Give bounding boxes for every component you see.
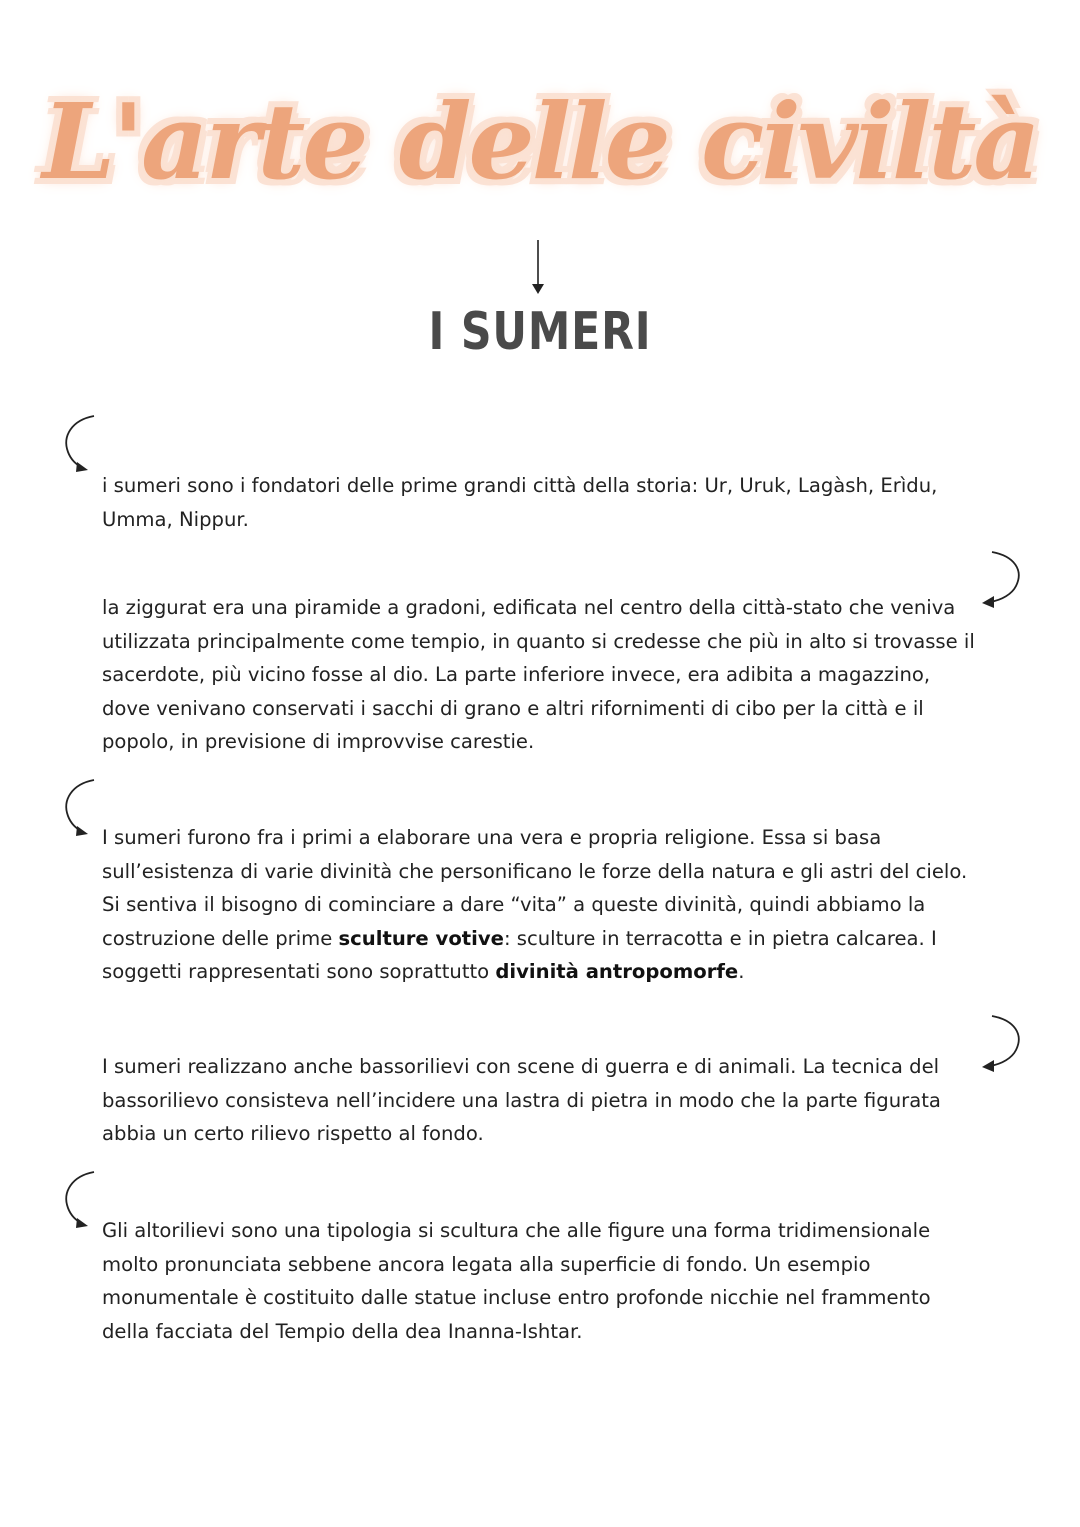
paragraph-religion (102, 821, 982, 989)
paragraph-religion-text-1: I sumeri furono fra i primi a elaborare una vera e propria religione. Essa si basa sull’esistenza di varie divinità che personificano le forze della natura e gli astri del cielo. Si sentiva il bisogno di cominciare a dare “vita” a queste divinità, quindi abbiamo la costruzione delle prime (102, 826, 968, 950)
arrow-down-icon (528, 238, 548, 296)
paragraph-religion-text-2: : sculture in terracotta e in pietra calcarea. I soggetti rappresentati sono soprattutto (102, 926, 937, 983)
paragraph-altorilievi: Gli altorilievi sono una tipologia si scultura che alle figure una forma tridimensionale molto pronunciata sebbene ancora legata alla superficie di fondo. Un esempio monumentale è costituito dalle statue incluse entro profonde nicchie nel frammento della facciata del Tempio della dea Inanna-Ishtar. (102, 1219, 931, 1343)
paragraph-ziggurat: la ziggurat era una piramide a gradoni, edificata nel centro della città-stato che veniva utilizzata principalmente come tempio, in quanto si credesse che più in alto si trovasse il sacerdote, più vicino fosse al dio. La parte inferiore invece, era adibita a magazzino, dove venivano conservati i sacchi di grano e altri rifornimenti di cibo per la città e il popolo, in previsione di improvvise carestie. (102, 596, 975, 753)
curved-arrow-icon (60, 412, 108, 472)
curved-arrow-icon (60, 776, 108, 836)
paragraph-bassorilievi: I sumeri realizzano anche bassorilievi con scene di guerra e di animali. La tecnica del bassorilievo consisteva nell’incidere una lastra di pietra in modo che la parte figurata abbia un certo rilievo rispetto al fondo. (102, 1055, 941, 1145)
curved-arrow-icon (60, 1168, 108, 1228)
section-subtitle: I SUMERI (428, 302, 652, 362)
paragraph-religion-text-3: . (738, 960, 745, 983)
bold-sculture-votive: sculture votive (338, 926, 504, 950)
bold-divinita-antropomorfe: divinità antropomorfe (495, 960, 739, 983)
curved-arrow-icon (980, 1012, 1028, 1072)
paragraph-cities: i sumeri sono i fondatori delle prime grandi città della storia: Ur, Uruk, Lagàsh, Erìdu, Umma, Nippur. (102, 474, 938, 531)
main-title: L'arte delle civiltà (42, 80, 1038, 203)
curved-arrow-icon (980, 548, 1028, 608)
